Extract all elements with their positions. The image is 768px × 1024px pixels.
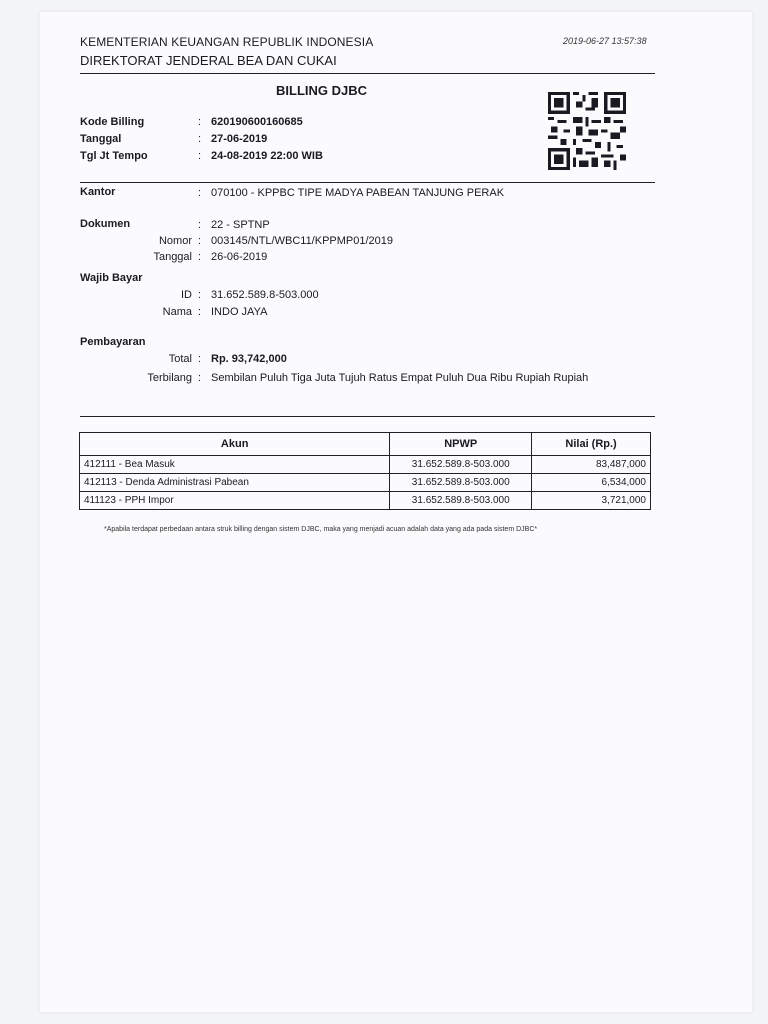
- terbilang-label: Terbilang: [147, 372, 192, 384]
- tanggal-value: 27-06-2019: [211, 133, 268, 145]
- akun-cell: 412113 - Denda Administrasi Pabean: [80, 474, 390, 492]
- colon: :: [198, 219, 202, 231]
- id-value: 31.652.589.8-503.000: [211, 289, 319, 301]
- ministry-name: KEMENTERIAN KEUANGAN REPUBLIK INDONESIA: [80, 35, 374, 49]
- kantor-label: Kantor: [80, 186, 116, 198]
- npwp-cell: 31.652.589.8-503.000: [390, 456, 532, 474]
- colon: :: [198, 187, 202, 199]
- jatuh-tempo-label: Tgl Jt Tempo: [80, 150, 148, 162]
- table-header-row: [80, 433, 651, 456]
- footnote: *Apabila terdapat perbedaan antara struk billing dengan sistem DJBC, maka yang menjadi acuan adalah data yang ada pada sistem DJBC*: [104, 526, 538, 533]
- colon: :: [198, 251, 202, 263]
- dokumen-jenis: 22 - SPTNP: [211, 219, 270, 231]
- print-timestamp: 2019-06-27 13:57:38: [563, 36, 647, 46]
- jatuh-tempo-value: 24-08-2019 22:00 WIB: [211, 150, 323, 162]
- kode-billing-value: 620190600160685: [211, 116, 303, 128]
- akun-cell: 412111 - Bea Masuk: [80, 456, 390, 474]
- colon: :: [198, 372, 202, 384]
- wajib-bayar-label: Wajib Bayar: [80, 272, 143, 284]
- document-page: [40, 12, 752, 1012]
- colon: :: [198, 235, 202, 247]
- nilai-cell: 3,721,000: [532, 492, 651, 510]
- nomor-value: 003145/NTL/WBC11/KPPMP01/2019: [211, 235, 394, 247]
- colon: :: [198, 150, 202, 162]
- kode-billing-label: Kode Billing: [80, 116, 145, 128]
- colon: :: [198, 116, 202, 128]
- npwp-cell: 31.652.589.8-503.000: [390, 474, 532, 492]
- nomor-label: Nomor: [158, 235, 192, 247]
- nama-value: INDO JAYA: [211, 306, 268, 318]
- akun-header: Akun: [80, 433, 390, 456]
- akun-table: [79, 432, 651, 510]
- terbilang-value: Sembilan Puluh Tiga Juta Tujuh Ratus Empat Puluh Dua Ribu Rupiah Rupiah: [211, 372, 589, 384]
- npwp-cell: 31.652.589.8-503.000: [390, 492, 532, 510]
- header-divider: [80, 73, 655, 74]
- akun-cell: 411123 - PPH Impor: [80, 492, 390, 510]
- table-row: [80, 492, 651, 510]
- colon: :: [198, 306, 202, 318]
- colon: :: [198, 133, 202, 145]
- dokumen-label: Dokumen: [80, 218, 131, 230]
- npwp-header: NPWP: [390, 433, 532, 456]
- total-label: Total: [168, 353, 192, 365]
- total-value: Rp. 93,742,000: [211, 353, 287, 365]
- id-label: ID: [181, 289, 192, 301]
- directorate-name: DIREKTORAT JENDERAL BEA DAN CUKAI: [80, 53, 337, 68]
- nilai-cell: 83,487,000: [532, 456, 651, 474]
- nilai-header: Nilai (Rp.): [532, 433, 651, 456]
- section-divider: [80, 182, 655, 183]
- pembayaran-label: Pembayaran: [80, 336, 146, 348]
- nama-label: Nama: [162, 306, 192, 318]
- table-row: [80, 474, 651, 492]
- colon: :: [198, 353, 202, 365]
- table-row: [80, 456, 651, 474]
- dokumen-tanggal-label: Tanggal: [153, 251, 192, 263]
- dokumen-tanggal-value: 26-06-2019: [211, 251, 268, 263]
- kantor-value: 070100 - KPPBC TIPE MADYA PABEAN TANJUNG PERAK: [211, 187, 505, 199]
- document-title: BILLING DJBC: [276, 83, 367, 98]
- qr-code-icon: [548, 92, 626, 170]
- tanggal-label: Tanggal: [80, 133, 122, 145]
- section-divider: [80, 416, 655, 417]
- nilai-cell: 6,534,000: [532, 474, 651, 492]
- colon: :: [198, 289, 202, 301]
